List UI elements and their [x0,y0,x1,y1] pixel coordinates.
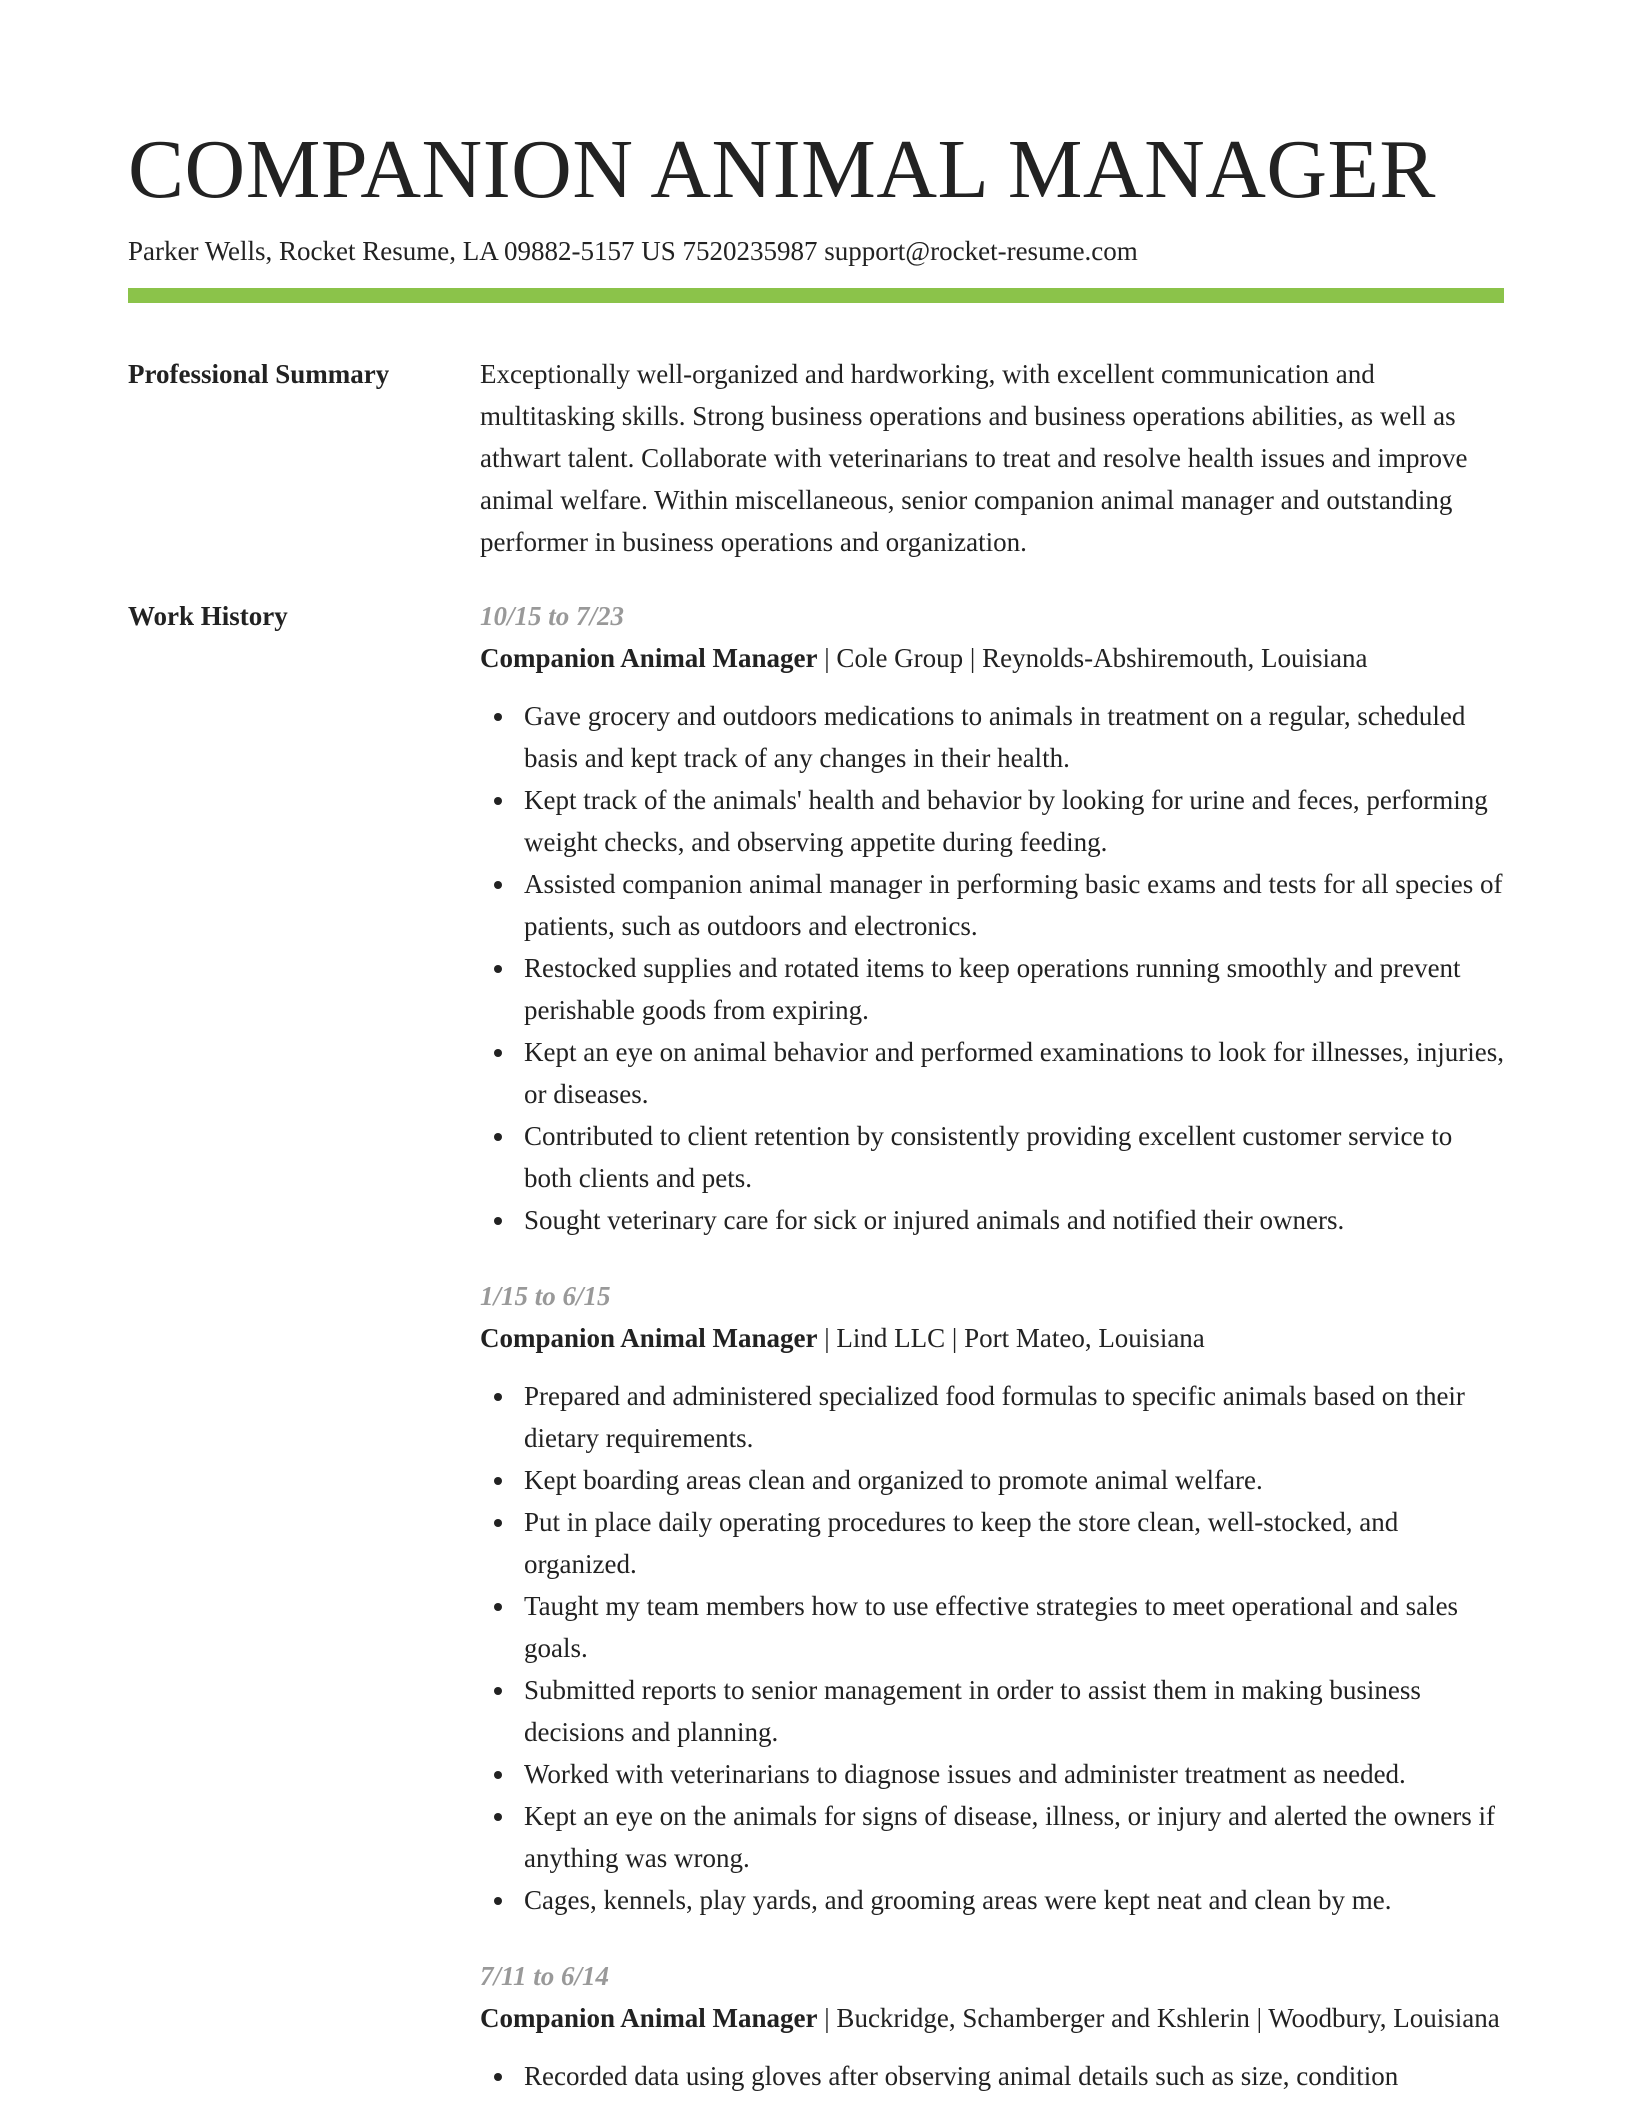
contact-line: Parker Wells, Rocket Resume, LA 09882-5157 US 7520235987 support@rocket-resume.com [128,236,1138,266]
job-bullet-list [480,695,1504,1241]
job-entry [480,1955,1504,2097]
job-title: Companion Animal Manager [480,2003,818,2033]
work-history-section [128,595,1504,2112]
work-history-list [480,595,1504,2112]
summary-text: Exceptionally well-organized and hardworking, with excellent communication and multitasking skills. Strong business operations and business operations abilities, as well as athwart talent. Collaborate with veterinarians to treat and resolve health issues and improve animal welfare. Within miscellaneous, senior companion animal manager and outstanding performer in business operations and organization. [480,359,1468,557]
accent-divider [128,288,1504,303]
summary-section [128,353,1504,563]
list-item: Contributed to client retention by consistently providing excellent customer service to both clients and pets. [480,1115,1504,1199]
job-date: 1/15 to 6/15 [480,1281,611,1311]
list-item: Assisted companion animal manager in performing basic exams and tests for all species of patients, such as outdoors and electronics. [480,863,1504,947]
job-details: | Cole Group | Reynolds-Abshiremouth, Louisiana [817,643,1368,673]
job-bullet-list [480,1375,1504,1921]
job-entry [480,1275,1504,1921]
work-history-label: Work History [128,601,288,631]
list-item: Kept track of the animals' health and behavior by looking for urine and feces, performing weight checks, and observing appetite during feeding. [480,779,1504,863]
job-details: | Lind LLC | Port Mateo, Louisiana [817,1323,1205,1353]
summary-label: Professional Summary [128,359,390,389]
list-item: Prepared and administered specialized food formulas to specific animals based on their dietary requirements. [480,1375,1504,1459]
job-date: 10/15 to 7/23 [480,601,625,631]
list-item: Cages, kennels, play yards, and grooming areas were kept neat and clean by me. [480,1879,1504,1921]
list-item: Kept an eye on the animals for signs of disease, illness, or injury and alerted the owners if anything was wrong. [480,1795,1504,1879]
job-header [480,1997,1504,2039]
list-item: Kept an eye on animal behavior and performed examinations to look for illnesses, injuries, or diseases. [480,1031,1504,1115]
list-item: Gave grocery and outdoors medications to animals in treatment on a regular, scheduled basis and kept track of any changes in their health. [480,695,1504,779]
list-item: Sought veterinary care for sick or injured animals and notified their owners. [480,1199,1504,1241]
job-date: 7/11 to 6/14 [480,1961,610,1991]
list-item: Recorded data using gloves after observing animal details such as size, condition [480,2055,1504,2097]
list-item: Restocked supplies and rotated items to keep operations running smoothly and prevent perishable goods from expiring. [480,947,1504,1031]
list-item: Worked with veterinarians to diagnose issues and administer treatment as needed. [480,1753,1504,1795]
resume-title: COMPANION ANIMAL MANAGER [128,123,1436,216]
job-bullet-list [480,2055,1504,2097]
job-entry [480,595,1504,1241]
job-title: Companion Animal Manager [480,1323,818,1353]
job-header [480,637,1504,679]
resume-page [128,120,1504,2112]
job-title: Companion Animal Manager [480,643,818,673]
list-item: Taught my team members how to use effective strategies to meet operational and sales goals. [480,1585,1504,1669]
list-item: Kept boarding areas clean and organized to promote animal welfare. [480,1459,1504,1501]
list-item: Put in place daily operating procedures to keep the store clean, well-stocked, and organized. [480,1501,1504,1585]
job-details: | Buckridge, Schamberger and Kshlerin | Woodbury, Louisiana [817,2003,1500,2033]
list-item: Submitted reports to senior management in order to assist them in making business decisions and planning. [480,1669,1504,1753]
job-header [480,1317,1504,1359]
